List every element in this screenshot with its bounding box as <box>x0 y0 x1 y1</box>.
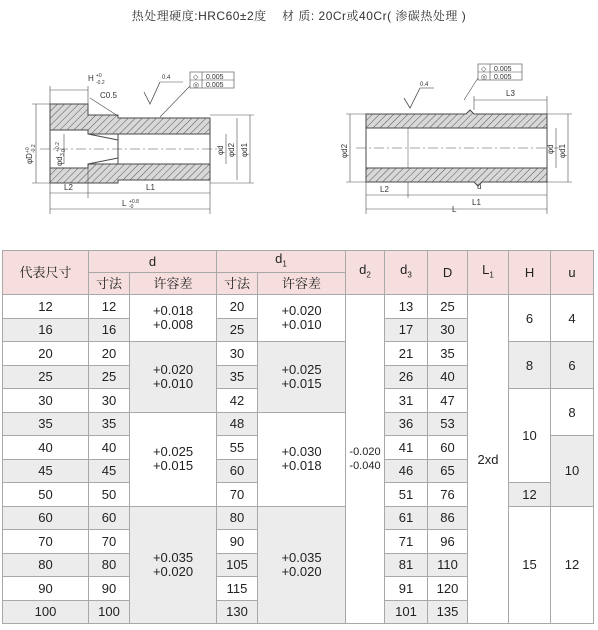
H-cell: 15 <box>509 506 551 624</box>
header-d-tol: 许容差 <box>130 273 217 295</box>
d-dim-cell: 80 <box>89 553 130 577</box>
header-d: d <box>89 251 217 273</box>
technical-drawing <box>0 48 598 238</box>
d1-tol-cell: +0.020 +0.010 <box>258 295 346 342</box>
u-cell: 12 <box>551 506 594 624</box>
d-dim-cell: 40 <box>89 436 130 460</box>
d-tol-cell: +0.020 +0.010 <box>130 342 217 413</box>
d-tol-cell: +0.035 +0.020 <box>130 506 217 624</box>
d1-dim-cell: 105 <box>217 553 258 577</box>
d-tol-cell: +0.018 +0.008 <box>130 295 217 342</box>
left-chamfer-label: C0.5 <box>100 91 117 100</box>
heat-treatment-label: 热处理硬度: <box>131 9 199 23</box>
header-d-dim: 寸法 <box>89 273 130 295</box>
right-tol-symbol-1: ◇ <box>481 66 487 73</box>
d-dim-cell: 30 <box>89 389 130 413</box>
D-cell: 65 <box>428 459 468 483</box>
right-len-L1-label: L1 <box>472 198 481 207</box>
left-h-tol-upper: +0 <box>96 73 102 79</box>
right-dia-d1-label: φd1 <box>558 143 567 158</box>
material-note: ( 渗碳热处理 ) <box>387 9 467 23</box>
d3-cell: 13 <box>385 295 428 319</box>
d-dim-cell: 90 <box>89 577 130 601</box>
d-dim-cell: 60 <box>89 506 130 530</box>
left-roughness-label: 0.4 <box>162 75 171 81</box>
d1-dim-cell: 115 <box>217 577 258 601</box>
left-bottom-wall <box>50 164 210 183</box>
d1-dim-cell: 90 <box>217 530 258 554</box>
d-dim-cell: 50 <box>89 483 130 507</box>
d-dim-cell: 35 <box>89 412 130 436</box>
D-cell: 40 <box>428 365 468 389</box>
right-bottom-wall <box>366 168 547 186</box>
header-u: u <box>551 251 594 295</box>
d3-cell: 17 <box>385 318 428 342</box>
d-dim-cell: 70 <box>89 530 130 554</box>
d1-dim-cell: 55 <box>217 436 258 460</box>
size-cell: 60 <box>3 506 89 530</box>
D-cell: 53 <box>428 412 468 436</box>
left-dia-d-label: φd <box>216 145 225 155</box>
u-cell: 8 <box>551 389 594 436</box>
material-label: 材 质: <box>282 9 315 23</box>
H-cell: 12 <box>509 483 551 507</box>
right-len-L3-label: L3 <box>506 89 515 98</box>
left-dia-D-tol-lower: -0.2 <box>31 144 37 153</box>
header-d1-dim: 寸法 <box>217 273 258 295</box>
d1-dim-cell: 48 <box>217 412 258 436</box>
right-u-label: u <box>477 182 482 191</box>
d1-dim-cell: 80 <box>217 506 258 530</box>
size-cell: 50 <box>3 483 89 507</box>
d3-cell: 81 <box>385 553 428 577</box>
size-cell: 80 <box>3 553 89 577</box>
table-row <box>3 295 594 319</box>
H-cell: 10 <box>509 389 551 483</box>
d1-dim-cell: 130 <box>217 600 258 624</box>
header-d1-tol: 许容差 <box>258 273 346 295</box>
right-len-L2-label: L2 <box>380 185 389 194</box>
d-dim-cell: 20 <box>89 342 130 366</box>
right-tol-value-2: 0.005 <box>494 74 512 81</box>
D-cell: 110 <box>428 553 468 577</box>
d1-dim-cell: 30 <box>217 342 258 366</box>
left-len-L-tol-lower: -0 <box>129 204 134 210</box>
d3-cell: 71 <box>385 530 428 554</box>
hardness-value: HRC60±2度 <box>198 9 267 23</box>
D-cell: 25 <box>428 295 468 319</box>
d3-cell: 21 <box>385 342 428 366</box>
size-cell: 12 <box>3 295 89 319</box>
size-cell: 30 <box>3 389 89 413</box>
d1-tol-cell: +0.030 +0.018 <box>258 412 346 506</box>
left-dia-D-label: φD <box>25 153 34 164</box>
header-d1: $d_1$ <box>217 251 346 273</box>
D-cell: 60 <box>428 436 468 460</box>
d3-cell: 101 <box>385 600 428 624</box>
left-dia-d3-sub: 3 <box>60 153 66 156</box>
header-d2: $d_2$ <box>346 251 385 295</box>
right-tol-symbol-2: ◎ <box>481 74 488 81</box>
D-cell: 86 <box>428 506 468 530</box>
d1-dim-cell: 20 <box>217 295 258 319</box>
d-tol-cell: +0.025 +0.015 <box>130 412 217 506</box>
right-dia-d-label: φd <box>546 144 555 154</box>
right-len-L-label: L <box>452 205 457 214</box>
d2-tol-cell: -0.020 -0.040 <box>346 295 385 624</box>
left-bushing-drawing <box>32 72 254 214</box>
size-cell: 70 <box>3 530 89 554</box>
right-top-wall <box>366 110 547 128</box>
left-tol-symbol-2: ◎ <box>193 82 200 89</box>
u-cell: 6 <box>551 342 594 389</box>
d3-cell: 61 <box>385 506 428 530</box>
size-cell: 25 <box>3 365 89 389</box>
header-size: 代表尺寸 <box>3 251 89 295</box>
right-dia-d2-label: φd2 <box>340 143 349 158</box>
size-cell: 35 <box>3 412 89 436</box>
size-cell: 90 <box>3 577 89 601</box>
left-dia-d3-tol-upper: +0.2 <box>55 142 61 152</box>
left-tol-value-2: 0.005 <box>206 82 224 89</box>
left-tol-symbol-1: ◇ <box>193 74 199 81</box>
D-cell: 30 <box>428 318 468 342</box>
material-value: 20Cr或40Cr <box>318 9 388 23</box>
d1-dim-cell: 35 <box>217 365 258 389</box>
D-cell: 76 <box>428 483 468 507</box>
d3-cell: 41 <box>385 436 428 460</box>
left-dia-d3-label: φd <box>55 156 64 166</box>
d3-cell: 36 <box>385 412 428 436</box>
d-dim-cell: 25 <box>89 365 130 389</box>
size-cell: 40 <box>3 436 89 460</box>
header-L1: $L_1$ <box>468 251 509 295</box>
left-h-tol-lower: -0.2 <box>96 80 105 86</box>
d-dim-cell: 16 <box>89 318 130 342</box>
left-dia-d1-label: φd1 <box>240 142 249 157</box>
D-cell: 47 <box>428 389 468 413</box>
L1-cell: 2xd <box>468 295 509 624</box>
D-cell: 35 <box>428 342 468 366</box>
d1-dim-cell: 25 <box>217 318 258 342</box>
d1-dim-cell: 70 <box>217 483 258 507</box>
d-dim-cell: 12 <box>89 295 130 319</box>
size-cell: 16 <box>3 318 89 342</box>
right-roughness-label: 0.4 <box>420 82 429 88</box>
heat-treatment-note <box>0 7 598 24</box>
left-tol-value-1: 0.005 <box>206 74 224 81</box>
d-dim-cell: 100 <box>89 600 130 624</box>
left-h-label: H <box>88 74 94 83</box>
size-cell: 20 <box>3 342 89 366</box>
H-cell: 6 <box>509 295 551 342</box>
d1-dim-cell: 60 <box>217 459 258 483</box>
size-cell: 45 <box>3 459 89 483</box>
d3-cell: 46 <box>385 459 428 483</box>
left-len-L1-label: L1 <box>146 183 155 192</box>
u-cell: 10 <box>551 436 594 507</box>
D-cell: 135 <box>428 600 468 624</box>
header-D: D <box>428 251 468 295</box>
d3-cell: 31 <box>385 389 428 413</box>
left-dia-d2-label: φd2 <box>227 142 236 157</box>
left-dia-D-tol-upper: +0 <box>25 147 31 153</box>
d3-cell: 26 <box>385 365 428 389</box>
d3-cell: 91 <box>385 577 428 601</box>
d-dim-cell: 45 <box>89 459 130 483</box>
header-H: H <box>509 251 551 295</box>
d1-dim-cell: 42 <box>217 389 258 413</box>
d1-tol-cell: +0.025 +0.015 <box>258 342 346 413</box>
size-cell: 100 <box>3 600 89 624</box>
H-cell: 8 <box>509 342 551 389</box>
spec-table <box>2 250 594 624</box>
right-tol-value-1: 0.005 <box>494 66 512 73</box>
u-cell: 4 <box>551 295 594 342</box>
left-len-L-tol-upper: +0.8 <box>129 199 139 205</box>
left-len-L2-label: L2 <box>64 183 73 192</box>
D-cell: 96 <box>428 530 468 554</box>
left-top-wall <box>50 104 210 134</box>
d3-cell: 51 <box>385 483 428 507</box>
left-len-L-label: L <box>122 199 127 208</box>
d1-tol-cell: +0.035 +0.020 <box>258 506 346 624</box>
left-dia-d3-tol-lower: 0 <box>61 149 67 152</box>
header-d3: $d_3$ <box>385 251 428 295</box>
D-cell: 120 <box>428 577 468 601</box>
